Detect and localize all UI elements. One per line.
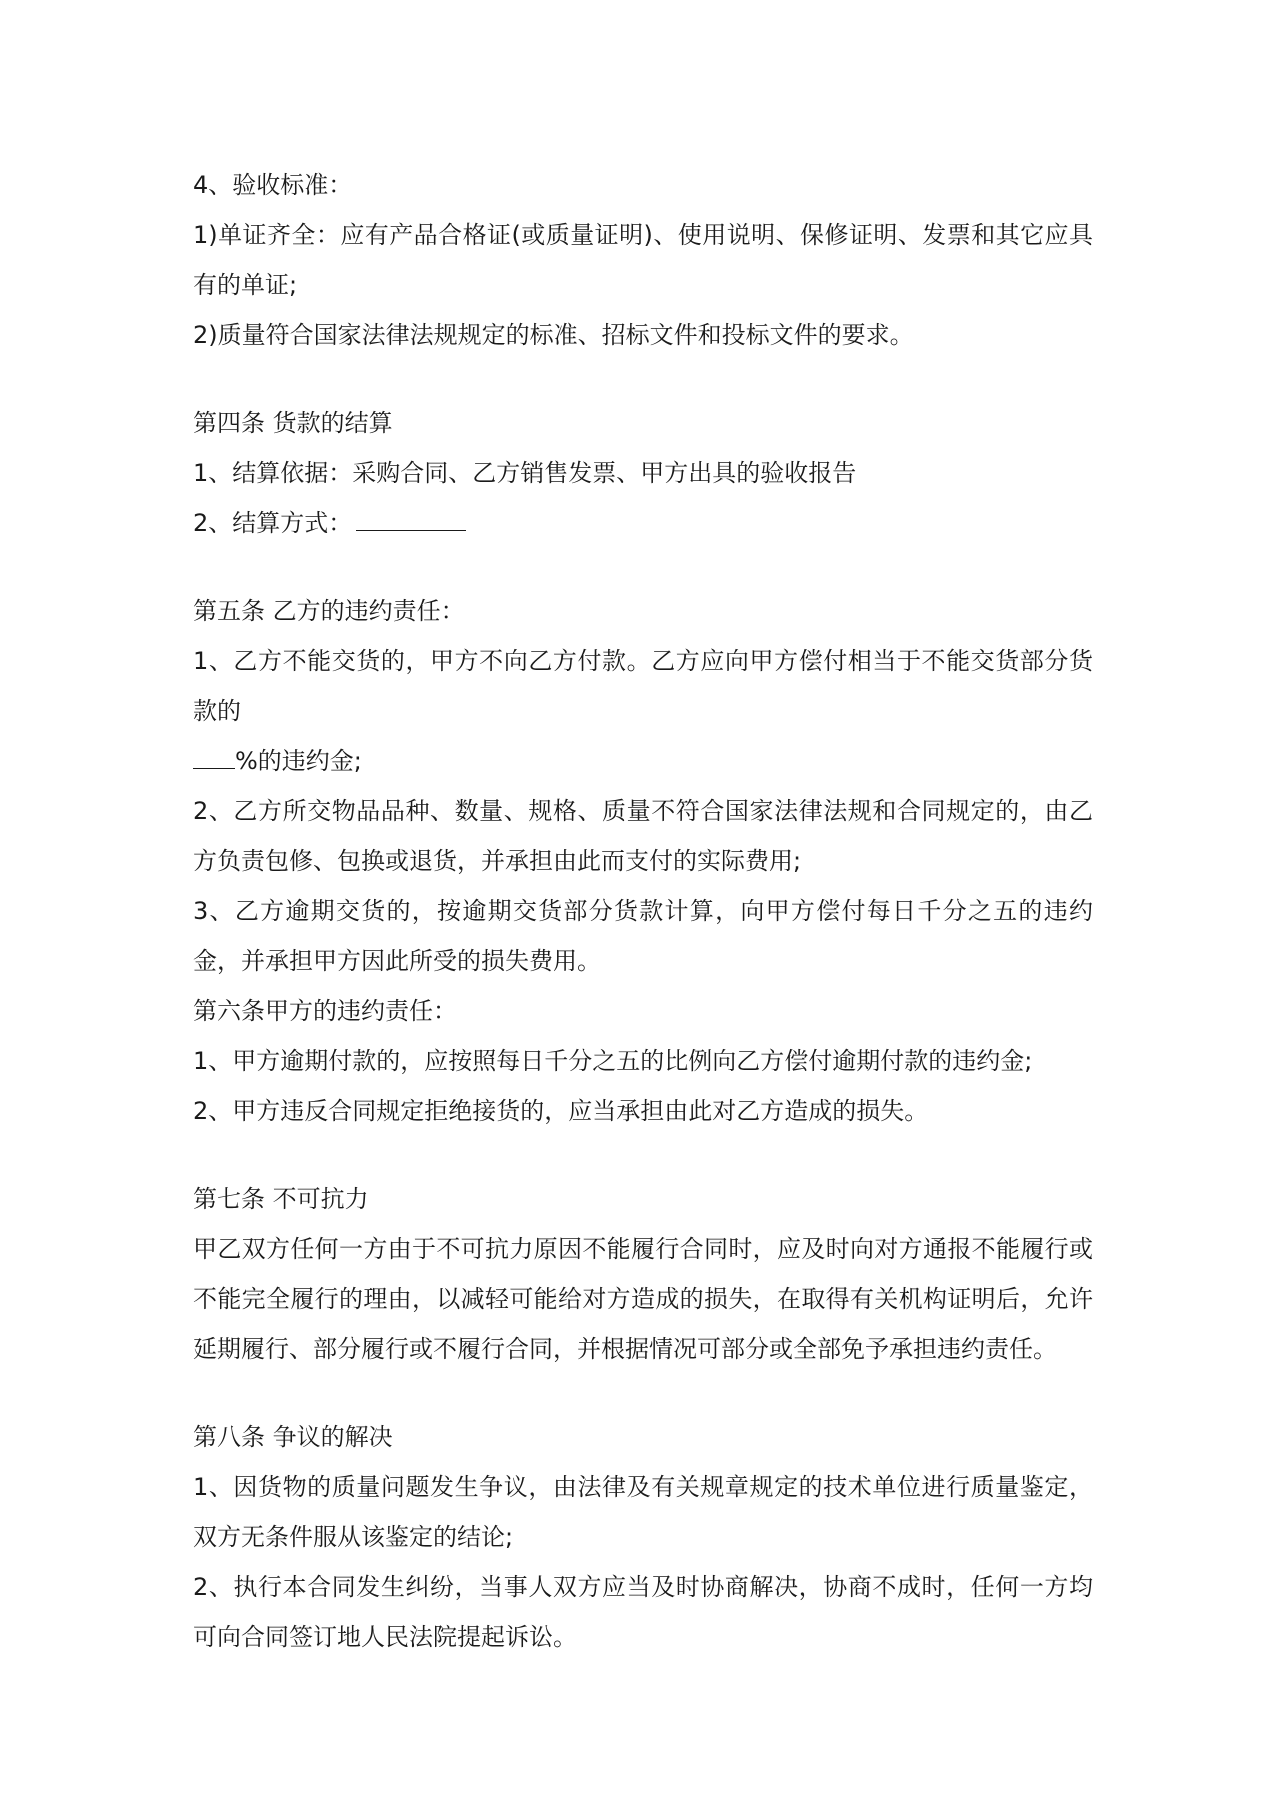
article-7-body: 甲乙双方任何一方由于不可抗力原因不能履行合同时，应及时向对方通报不能履行或不能完全履行的理由，以减轻可能给对方造成的损失，在取得有关机构证明后，允许延期履行、部分履行或不履行合同，并根据情况可部分或全部免予承担违约责任。	[193, 1235, 1093, 1363]
article-6-item-1: 1、甲方逾期付款的，应按照每日千分之五的比例向乙方偿付逾期付款的违约金;	[193, 1047, 1033, 1075]
section-spacer	[193, 548, 1093, 586]
article-8-item-1: 1、因货物的质量问题发生争议，由法律及有关规章规定的技术单位进行质量鉴定，双方无条件服从该鉴定的结论;	[193, 1473, 1093, 1551]
settlement-method-blank	[356, 500, 466, 531]
article-7-heading: 第七条 不可抗力	[193, 1185, 369, 1213]
penalty-percent-blank	[193, 738, 235, 769]
article-5-item-1-tail	[193, 736, 1093, 786]
settlement-method-label: 2、结算方式：	[193, 509, 353, 537]
article-5-item-3: 3、乙方逾期交货的，按逾期交货部分货款计算，向甲方偿付每日千分之五的违约金，并承担甲方因此所受的损失费用。	[193, 897, 1093, 975]
article-5-item-2: 2、乙方所交物品品种、数量、规格、质量不符合国家法律法规和合同规定的，由乙方负责包修、包换或退货，并承担由此而支付的实际费用;	[193, 797, 1093, 875]
article-4-item-2	[193, 498, 1093, 548]
article-8-heading: 第八条 争议的解决	[193, 1423, 393, 1451]
article-4-heading: 第四条 货款的结算	[193, 409, 393, 437]
document-page	[193, 160, 1093, 1662]
acceptance-heading: 4、验收标准：	[193, 171, 353, 199]
article-6-heading: 第六条甲方的违约责任：	[193, 997, 457, 1025]
section-spacer	[193, 1374, 1093, 1412]
section-spacer	[193, 1136, 1093, 1174]
article-5-item-1: 1、乙方不能交货的，甲方不向乙方付款。乙方应向甲方偿付相当于不能交货部分货款的	[193, 647, 1093, 725]
section-spacer	[193, 360, 1093, 398]
penalty-percent-suffix: %的违约金;	[235, 747, 362, 775]
article-6-item-2: 2、甲方违反合同规定拒绝接货的，应当承担由此对乙方造成的损失。	[193, 1097, 929, 1125]
article-8-item-2: 2、执行本合同发生纠纷，当事人双方应当及时协商解决，协商不成时，任何一方均可向合同签订地人民法院提起诉讼。	[193, 1573, 1093, 1651]
acceptance-item-1: 1)单证齐全：应有产品合格证(或质量证明)、使用说明、保修证明、发票和其它应具有的单证;	[193, 221, 1093, 299]
article-4-item-1: 1、结算依据：采购合同、乙方销售发票、甲方出具的验收报告	[193, 459, 857, 487]
article-5-heading: 第五条 乙方的违约责任：	[193, 597, 465, 625]
acceptance-item-2: 2)质量符合国家法律法规规定的标准、招标文件和投标文件的要求。	[193, 321, 914, 349]
